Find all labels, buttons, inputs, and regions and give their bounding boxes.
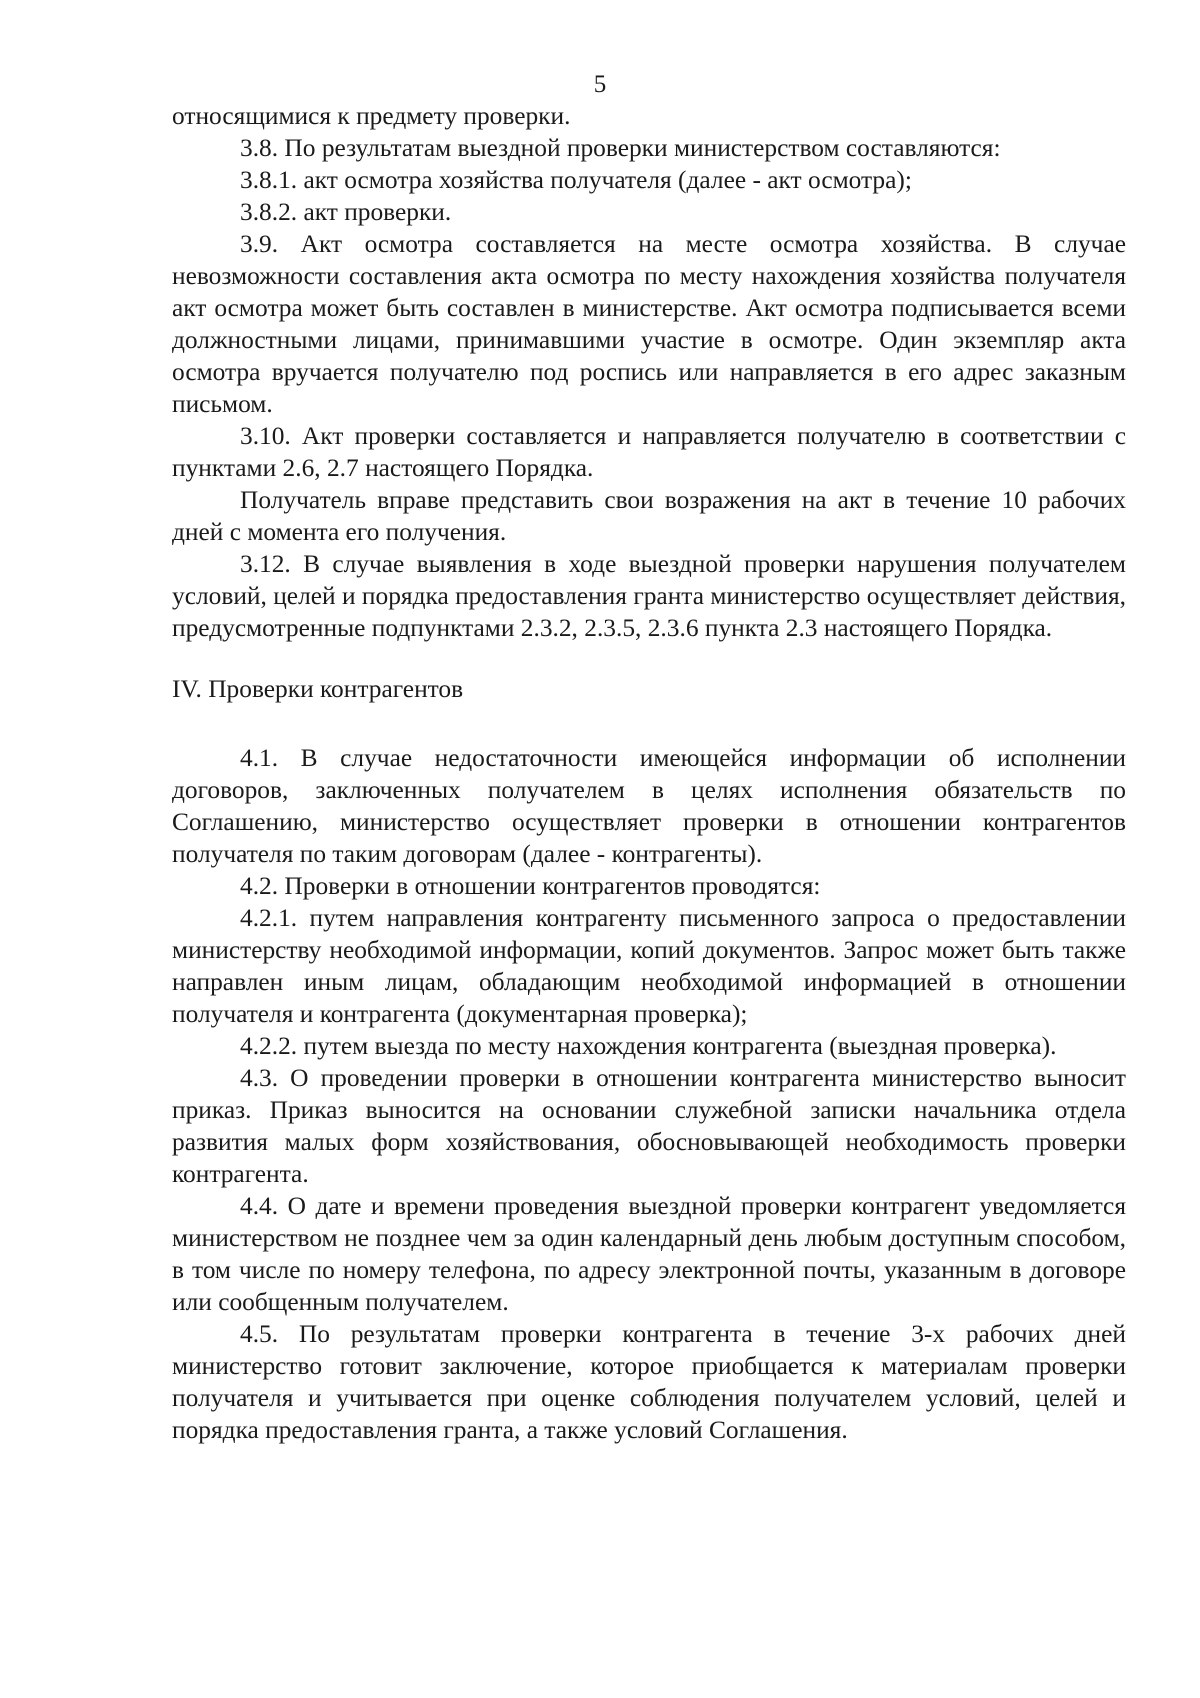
paragraph-4-2-2: 4.2.2. путем выезда по месту нахождения контрагента (выездная проверка). — [240, 1032, 1057, 1060]
paragraph-3-9: 3.9. Акт осмотра составляется на месте осмотра хозяйства. В случае невозможности составления акта осмотра по месту нахождения хозяйства получателя акт осмотра может быть составлен в министерстве. Акт осмотра подписывается всеми должностными лицами, принимавшими участие в осмотре. Один экземпляр акта осмотра вручается получателю под роспись или направляется в его адрес заказным письмом. — [172, 230, 1126, 418]
paragraph-4-1: 4.1. В случае недостаточности имеющейся информации об исполнении договоров, заключенных получателем в целях исполнения обязательств по Соглашению, министерство осуществляет проверки в отношении контрагентов получателя по таким договорам (далее - контрагенты). — [172, 744, 1126, 868]
paragraph-3-10: 3.10. Акт проверки составляется и направляется получателю в соответствии с пунктами 2.6, 2.7 настоящего Порядка. — [172, 422, 1126, 482]
paragraph-continuation: относящимися к предмету проверки. — [172, 102, 571, 130]
paragraph-4-5: 4.5. По результатам проверки контрагента в течение 3-х рабочих дней министерство готовит заключение, которое приобщается к материалам проверки получателя и учитывается при оценке соблюдения получателем условий, целей и порядка предоставления гранта, а также условий Соглашения. — [172, 1320, 1126, 1444]
paragraph-3-8: 3.8. По результатам выездной проверки министерством составляются: — [240, 134, 1001, 162]
document-body — [172, 100, 1126, 1446]
section-heading: IV. Проверки контрагентов — [172, 675, 464, 703]
paragraph-3-8-1: 3.8.1. акт осмотра хозяйства получателя (далее - акт осмотра); — [240, 166, 912, 194]
paragraph-objections: Получатель вправе представить свои возражения на акт в течение 10 рабочих дней с момента его получения. — [172, 486, 1126, 546]
paragraph-3-8-2: 3.8.2. акт проверки. — [240, 198, 452, 226]
paragraph-4-2: 4.2. Проверки в отношении контрагентов проводятся: — [240, 872, 821, 900]
paragraph-3-12: 3.12. В случае выявления в ходе выездной проверки нарушения получателем условий, целей и порядка предоставления гранта министерство осуществляет действия, предусмотренные подпунктами 2.3.2, 2.3.5, 2.3.6 пункта 2.3 настоящего Порядка. — [172, 550, 1126, 642]
paragraph-4-2-1: 4.2.1. путем направления контрагенту письменного запроса о предоставлении министерству необходимой информации, копий документов. Запрос может быть также направлен иным лицам, обладающим необходимой информацией в отношении получателя и контрагента (документарная проверка); — [172, 904, 1126, 1028]
paragraph-4-4: 4.4. О дате и времени проведения выездной проверки контрагент уведомляется министерством не позднее чем за один календарный день любым доступным способом, в том числе по номеру телефона, по адресу электронной почты, указанным в договоре или сообщенным получателем. — [172, 1192, 1126, 1316]
page-number: 5 — [593, 71, 607, 98]
paragraph-4-3: 4.3. О проведении проверки в отношении контрагента министерство выносит приказ. Приказ выносится на основании служебной записки начальника отдела развития малых форм хозяйствования, обосновывающей необходимость проверки контрагента. — [172, 1064, 1126, 1188]
